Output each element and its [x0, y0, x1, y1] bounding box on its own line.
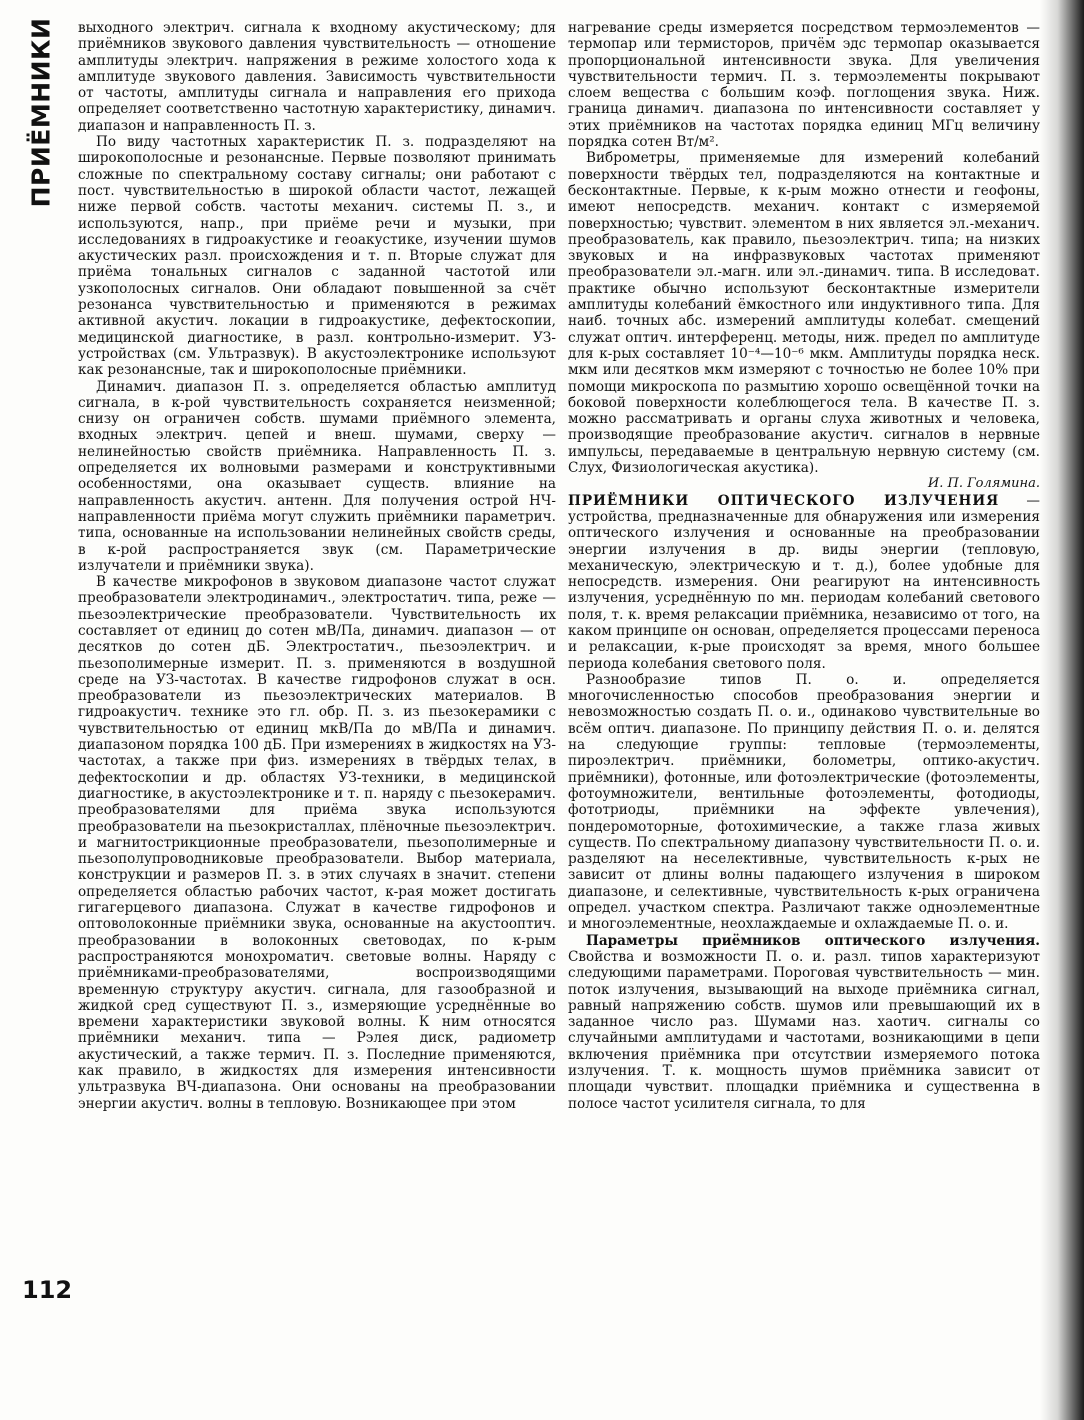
subsection-paragraph	[568, 933, 1040, 1112]
paragraph: Динамич. диапазон П. з. определяется областью амплитуд сигнала, в к-рой чувствительность сохраняется неизменной; снизу он ограничен собств. шумами приёмного элемента, входных электрич. цепей и внеш. шумами, сверху — нелинейностью свойств приёмника. Направленность П. з. определяется их волновыми размерами и конструктивными особенностями, она оказывает существ. влияние на направленность акустич. антенн. Для получения острой НЧ-направленности приёма могут служить приёмники параметрич. типа, основанные на использовании нелинейных свойств среды, в к-рой распространяется звук (см. Параметрические излучатели и приёмники звука).	[78, 378, 556, 574]
paragraph: Разнообразие типов П. о. и. определяется многочисленностью способов преобразования энергии и невозможностью создать П. о. и., одинаково чувствительные во всём оптич. диапазоне. По принципу действия П. о. и. делятся на следующие группы: тепловые (термоэлементы, пироэлектрич. приёмники, болометры, оптико-акустич. приёмники), фотонные, или фотоэлектрические (фотоэлементы, фотоумножители, вентильные фотоэлементы, фотодиоды, фототриоды, приёмники на эффекте увлечения), пондеромоторные, фотохимические, а также глаза живых существ. По спектральному диапазону чувствительности П. о. и. разделяют на неселективные, чувствительность к-рых не зависит от длины волны падающего излучения в широком диапазоне, и селективные, чувствительность к-рых ограничена определ. участком спектра. Различают также одноэлементные и многоэлементные, неохлаждаемые и охлаждаемые П. о. и.	[568, 671, 1040, 933]
subsection-body: Свойства и возможности П. о. и. разл. типов характеризуют следующими параметрами. Пороговая чувствительность — мин. поток излучения, вызывающий на выходе приёмника сигнал, равный напряжению собств. шумов или превышающий их в заданное число раз. Шумами наз. хаотич. сигналы со случайными амплитудами и частотами, возникающими в цепи включения приёмника при отсутствии измеряемого потока излучения. Т. к. мощность шумов приёмника зависит от площади чувствит. площадки приёмника и существенна в полосе частот усилителя сигнала, то для	[568, 948, 1040, 1112]
section-side-header	[24, 17, 58, 207]
paragraph: выходного электрич. сигнала к входному акустическому; для приёмников звукового давления чувствительность — отношение амплитуды электрич. напряжения в режиме холостого хода к амплитуде звукового давления. Зависимость чувствительности от частоты, амплитуды сигнала и направления его прихода определяет соответственно частотную характеристику, динамич. диапазон и направленность П. з.	[78, 20, 556, 134]
subsection-title: Параметры приёмников оптического излучения.	[586, 932, 1040, 949]
paragraph: Виброметры, применяемые для измерений колебаний поверхности твёрдых тел, подразделяются на контактные и бесконтактные. Первые, к к-рым можно отнести и геофоны, имеют непосредств. механич. контакт с измеряемой поверхностью; чувствит. элементом в них является эл.-механич. преобразователь, как правило, пьезоэлектрич. типа; на низких звуковых и на инфразвуковых частотах применяют преобразователи эл.-магн. или эл.-динамич. типа. В исследоват. практике обычно используют бесконтактные измерители амплитуды колебаний ёмкостного или индуктивного типа. Для наиб. точных абс. измерений амплитуды колебат. смещений служат оптич. интерференц. методы, ниж. предел по амплитуде для к-рых составляет 10⁻⁴—10⁻⁶ мкм. Амплитуды порядка неск. мкм или десятков мкм измеряют с точностью не более 10% при помощи микроскопа по размытию хорошо освещённой точки на боковой поверхности колеблющегося тела. В качестве П. з. можно рассматривать и органы слуха животных и человека, производящие преобразование акустич. сигналов в нервные импульсы, передаваемые в центральную нервную систему (см. Слух, Физиологическая акустика).	[568, 150, 1040, 477]
left-column	[78, 20, 556, 1305]
paragraph: нагревание среды измеряется посредством термоэлементов — термопар или термисторов, причём эдс термопар оказывается пропорциональной интенсивности звука. Для увеличения чувствительности термич. П. з. термоэлементы покрывают слоем вещества с большим коэф. поглощения звука. Ниж. граница динамич. диапазона по интенсивности составляет у этих приёмников на частотах порядка единиц МГц величину порядка сотен Вт/м².	[568, 20, 1040, 151]
paragraph: По виду частотных характеристик П. з. подразделяют на широкополосные и резонансные. Первые позволяют принимать сложные по спектральному составу сигналы; они работают с пост. чувствительностью в широкой области частот, лежащей ниже первой собств. частоты механич. системы П. з., и используются, напр., при приёме речи и музыки, при исследованиях в гидроакустике и геоакустике, изучении шумов акустических разл. происхождения и т. п. Вторые служат для приёма тональных сигналов с заданной частотой или узкополосных сигналов. Они обладают повышенной за счёт резонанса чувствительностью и применяются в режимах активной акустич. локации в гидроакустике, дефектоскопии, медицинской диагностике, в разл. контрольно-измерит. УЗ-устройствах (см. Ультразвук). В акустоэлектронике используют как резонансные, так и широкополосные приёмники.	[78, 134, 556, 379]
entry-body: — устройства, предназначенные для обнаружения или измерения оптического излучения и основанные на преобразовании энергии излучения в др. виды энергии (тепловую, механическую, электрическую и т. д.), более удобные для непосредств. измерения. Они реагируют на интенсивность излучения, усреднённую по мн. периодам колебаний светового поля, т. к. время релаксации приёмника, независимо от того, на каком принципе он основан, определяется процессами переноса и релаксации, к-рые происходят за время, много большее периода колебания светового поля.	[568, 492, 1040, 672]
page-number: 112	[22, 1276, 73, 1304]
side-header-text: ПРИЁМНИКИ	[26, 17, 56, 207]
author-signature: И. П. Голямина.	[927, 476, 1040, 492]
scan-edge-shadow	[1040, 0, 1084, 1420]
paragraph: В качестве микрофонов в звуковом диапазоне частот служат преобразователи электродинамич., электростатич. типа, реже — пьезоэлектрические преобразователи. Чувствительность их составляет от единиц до сотен мВ/Па, динамич. диапазон — от десятков до сотен дБ. Электростатич., пьезоэлектрич. и пьезополимерные измерит. П. з. применяются в воздушной среде на УЗ-частотах. В качестве гидрофонов служат в осн. преобразователи из пьезоэлектрических материалов. В гидроакустич. технике это гл. обр. П. з. из пьезокерамики с чувствительностью от единиц мкВ/Па до мВ/Па и динамич. диапазоном порядка 100 дБ. При измерениях в жидкостях на УЗ-частотах, а также при физ. измерениях в твёрдых телах, в дефектоскопии и др. областях УЗ-техники, в медицинской диагностике, в акустоэлектронике и т. п. наряду с пьезокерамич. преобразователями для приёма звука используются преобразователи на пьезокристаллах, плёночные пьезоэлектрич. и магнитострикционные преобразователи, пьезополимерные и пьезополупроводниковые преобразователи. Выбор материала, конструкции и размеров П. з. в этих случаях в значит. степени определяется областью рабочих частот, к-рая может достигать гигагерцевого диапазона. Служат в качестве гидрофонов и оптоволоконные приёмники звука, основанные на акустооптич. преобразовании в волоконных световодах, по к-рым распространяются монохроматич. световые волны. Наряду с приёмниками-преобразователями, воспроизводящими временную структуру акустич. сигнала, для газообразной и жидкой сред существуют П. з., измеряющие усреднённые во времени характеристики звуковой волны. К ним относятся приёмники механич. типа — Рэлея диск, радиометр акустический, а также термич. П. з. Последние применяются, как правило, в жидкостях для измерения интенсивности ультразвука ВЧ-диапазона. Они основаны на преобразовании энергии акустич. волны в тепловую. Возникающее при этом	[78, 574, 556, 1112]
encyclopedia-entry	[568, 493, 1040, 672]
right-column	[568, 20, 1040, 1305]
entry-title: ПРИЁМНИКИ ОПТИЧЕСКОГО ИЗЛУЧЕНИЯ	[568, 492, 1000, 509]
